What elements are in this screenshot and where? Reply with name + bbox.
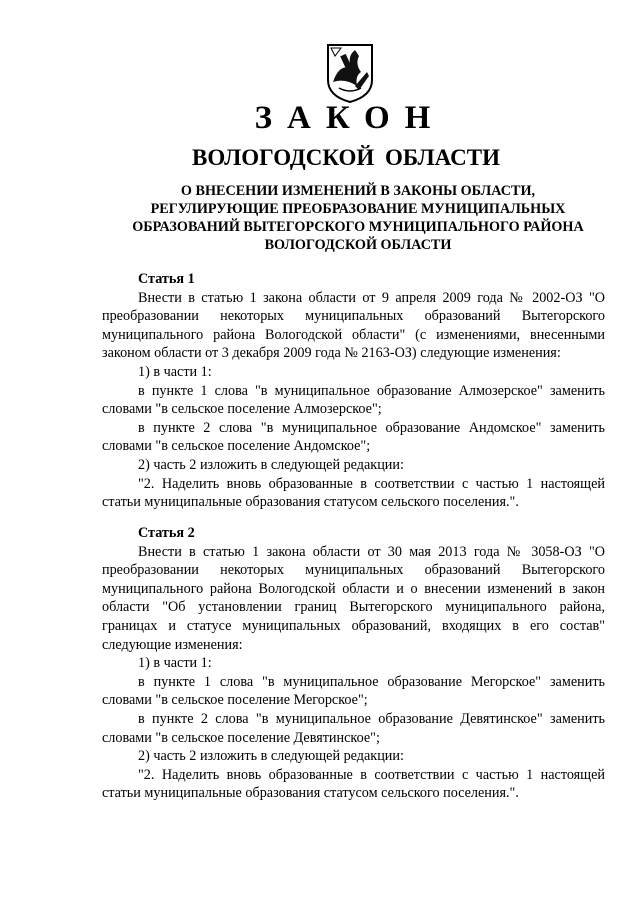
subtitle-line: РЕГУЛИРУЮЩИЕ ПРЕОБРАЗОВАНИЕ МУНИЦИПАЛЬНЫХ	[150, 201, 566, 217]
article-paragraph: в пункте 2 слова "в муниципальное образование Девятинское" заменить словами "в сельское поселение Девятинское";	[102, 710, 605, 746]
subtitle-line: О ВНЕСЕНИИ ИЗМЕНЕНИЙ В ЗАКОНЫ ОБЛАСТИ,	[180, 183, 536, 199]
article-paragraph: 2) часть 2 изложить в следующей редакции:	[138, 748, 404, 765]
law-subtitle	[98, 182, 618, 254]
article-paragraph: 1) в части 1:	[138, 655, 212, 672]
article-1	[102, 270, 605, 512]
article-paragraph: "2. Наделить вновь образованные в соответствии с частью 1 настоящей статьи муниципальные образования статусом сельского поселения.".	[102, 766, 605, 802]
subtitle-line: ОБРАЗОВАНИЙ ВЫТЕГОРСКОГО МУНИЦИПАЛЬНОГО РАЙОНА	[132, 219, 584, 235]
vologda-coat-of-arms-icon	[325, 42, 375, 104]
article-paragraph: в пункте 1 слова "в муниципальное образование Алмозерское" заменить словами "в сельское поселение Алмозерское";	[102, 382, 605, 418]
article-paragraph: 1) в части 1:	[138, 363, 212, 380]
article-paragraph: "2. Наделить вновь образованные в соответствии с частью 1 настоящей статьи муниципальные образования статусом сельского поселения.".	[102, 475, 605, 511]
article-paragraph: в пункте 1 слова "в муниципальное образование Мегорское" заменить словами "в сельское поселение Мегорское";	[102, 673, 605, 709]
article-2	[102, 524, 605, 803]
article-title: Статья 1	[138, 271, 195, 287]
article-paragraph: 2) часть 2 изложить в следующей редакции:	[138, 456, 404, 473]
region-heading: ВОЛОГОДСКОЙ ОБЛАСТИ	[192, 145, 500, 170]
article-title: Статья 2	[138, 525, 195, 541]
law-heading: ЗАКОН	[254, 100, 446, 136]
article-paragraph: Внести в статью 1 закона области от 30 мая 2013 года № 3058-ОЗ "О преобразовании некоторых муниципальных образований Вытегорского муниципального района Вологодской области и о внесении изменений в закон области "Об установлении границ Вытегорского муниципального района, границах и статусе муниципальных образований, входящих в его состав" следующие изменения:	[102, 543, 605, 653]
subtitle-line: ВОЛОГОДСКОЙ ОБЛАСТИ	[264, 237, 452, 253]
article-paragraph: в пункте 2 слова "в муниципальное образование Андомское" заменить словами "в сельское поселение Андомское";	[102, 419, 605, 455]
article-paragraph: Внести в статью 1 закона области от 9 апреля 2009 года № 2002-ОЗ "О преобразовании некоторых муниципальных образований Вытегорского муниципального района Вологодской области" (с изменениями, внесенными законом области от 3 декабря 2009 года № 2163-ОЗ) следующие изменения:	[102, 289, 605, 362]
